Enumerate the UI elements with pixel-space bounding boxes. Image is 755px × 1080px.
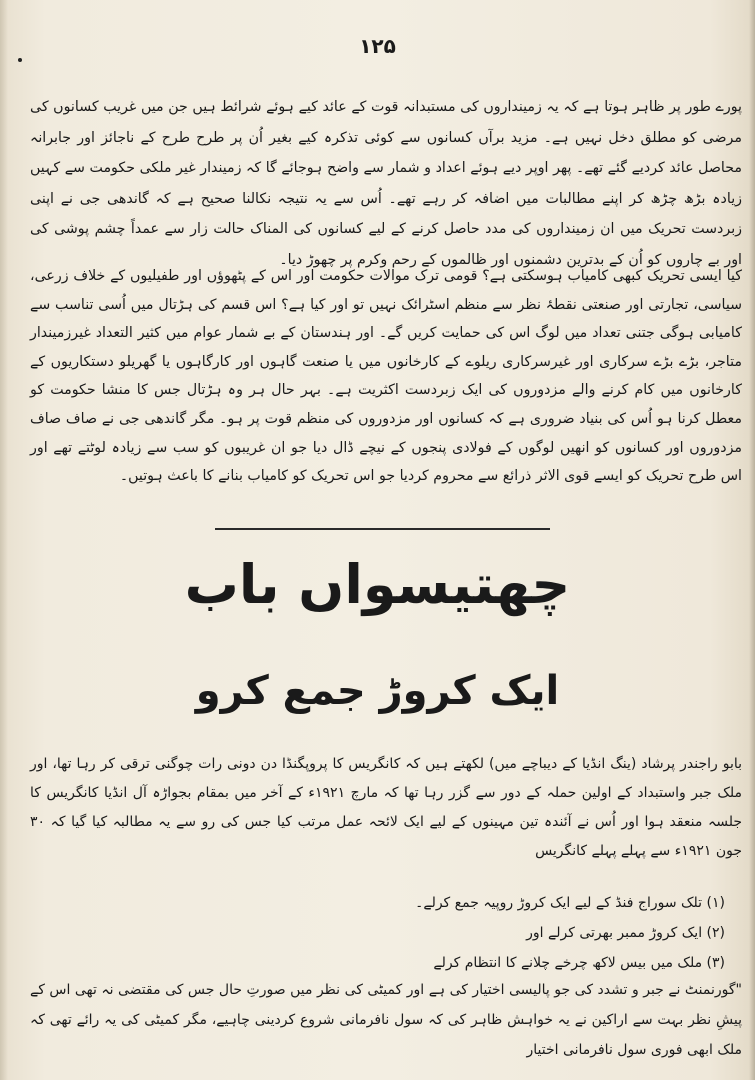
margin-dot <box>18 58 22 62</box>
paragraph-1 <box>30 92 742 275</box>
paragraph-4 <box>30 975 742 1065</box>
list-item: (۱) تلک سوراج فنڈ کے لیے ایک کروڑ روپیہ جمع کرلے۔ <box>415 895 725 911</box>
list-item: (۳) ملک میں بیس لاکھ چرخے چلانے کا انتظام کرلے <box>433 955 725 971</box>
page-number: ۱۲۵ <box>359 34 396 58</box>
paragraph-4-text: "گورنمنٹ نے جبر و تشدد کی جو پالیسی اختیار کی ہے اور کمیٹی کی نظر میں صورتِ حال جس کی مقتضی نہ تھی اس کے پیشِ نظر بہت سے اراکین نے یہ خواہش ظاہر کی کہ سول نافرمانی شروع کردینی چاہیے، مگر کمیٹی کی یہ رائے تھی کہ ملک ابھی فوری سول نافرمانی اختیار <box>30 982 742 1058</box>
paragraph-3-text: بابو راجندر پرشاد (ینگ انڈیا کے دیباچے میں) لکھتے ہیں کہ کانگریس کا پروپگنڈا دن دونی رات چوگنی ترقی کر رہا تھا، اور ملک جبر واستبداد کے اولین حملہ کے دور سے گزر رہا تھا کہ مارچ ۱۹۲۱ء کے آخر میں بمقام بجواڑہ آل انڈیا کانگریس کا جلسہ منعقد ہوا اور اُس نے آئندہ تین مہینوں کے لیے ایک لائحہ عمل مرتب کیا جس کی رو سے یہ مطالبہ کیا گیا کہ ۳۰ جون ۱۹۲۱ء سے پہلے پہلے کانگریس <box>30 756 743 859</box>
paragraph-1-text: پورے طور پر ظاہر ہوتا ہے کہ یہ زمینداروں کی مستبدانہ قوت کے عائد کیے ہوئے شرائط ہیں جن میں غریب کسانوں کی مرضی کو مطلق دخل نہیں ہے۔ مزید برآں کسانوں سے کوئی تذکرہ کیے بغیر اُن پر طرح طرح کے ناجائز اور جابرانہ محاصل عائد کردیے گئے تھے۔ پھر اوپر دیے ہوئے اعداد و شمار سے واضح ہوجائے گا کہ زمیندار غیر ملکی حکومت سے کہیں زیادہ بڑھ چڑھ کر اپنے مطالبات میں اضافہ کر رہے تھے۔ اُس سے یہ نتیجہ نکالنا صحیح ہے کہ گاندھی جی نے اپنی زبردست تحریک میں ان زمینداروں کی مدد حاصل کرنے کے لیے کسانوں کی المناک حالت زار سے عمداً چشم پوشی کی اور بے چاروں کو اُن کے بدترین دشمنوں اور ظالموں کے رحم وکرم پر چھوڑ دیا۔ <box>30 99 742 268</box>
chapter-subtitle: ایک کروڑ جمع کرو <box>195 668 560 714</box>
paragraph-2-text: کیا ایسی تحریک کبھی کامیاب ہوسکتی ہے؟ قومی ترک موالات حکومت اور اس کے پٹھوؤں اور طفیلیوں کے خلاف زرعی، سیاسی، تجارتی اور صنعتی نقطۂ نظر سے منظم اسٹرائک نہیں تو اور کیا ہے؟ اس قسم کی ہڑتال میں اُسی تناسب سے کامیابی ہوگی جتنی تعداد میں لوگ اس کی حمایت کریں گے۔ اور ہندستان کے بے شمار عوام میں کثیر التعداد غیرزمیندار متاجر، بڑے بڑے سرکاری اور غیرسرکاری ریلوے کے کارخانوں میں یا صنعت گاہوں اور کارگاہوں یا گھریلو دستکاریوں کے کارخانوں میں کام کرنے والے مزدوروں کی ایک زبردست اکثریت ہے۔ بہر حال ہر وہ ہڑتال جس کا منشا حکومت کو معطل کرنا ہو اُس کی بنیاد ضروری ہے کہ کسانوں اور مزدوروں کی منظم قوت پر ہو۔ مگر گاندھی جی نے صاف صاف مزدوروں اور کسانوں کو انھیں لوگوں کے فولادی پنجوں کے نیچے ڈال دیا جو ان غریبوں کو سب سے زیادہ لوٹتے تھے اور اس طرح تحریک کو ایسے قوی الاثر ذرائع سے محروم کردیا جو اس تحریک کو کامیاب بنانے کا باعث ہوتیں۔ <box>30 268 742 485</box>
chapter-title: چھتیسواں باب <box>184 553 571 616</box>
section-divider <box>215 528 550 530</box>
demands-list <box>85 888 725 978</box>
paragraph-3 <box>30 750 742 866</box>
paragraph-2 <box>30 262 742 491</box>
list-item: (۲) ایک کروڑ ممبر بھرتی کرلے اور <box>526 925 725 941</box>
